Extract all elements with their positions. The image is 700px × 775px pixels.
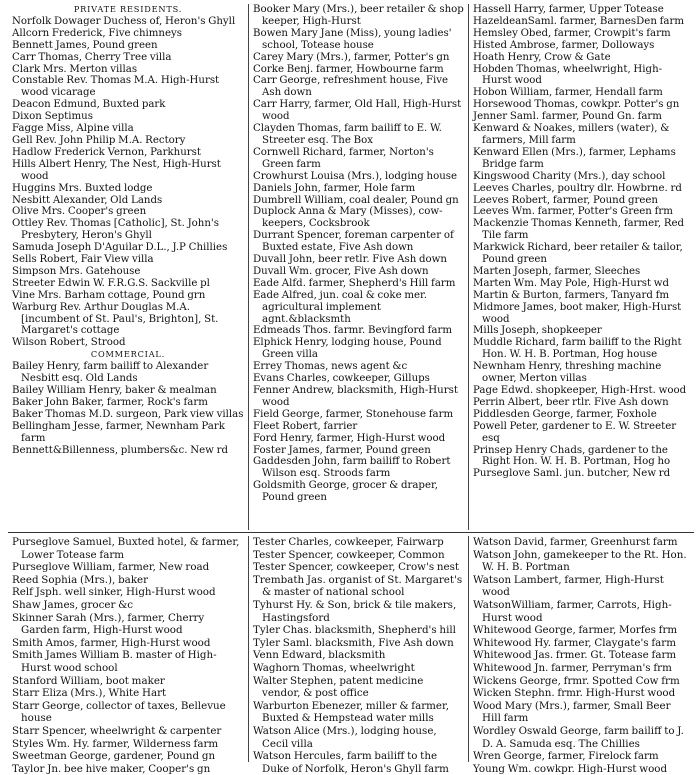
directory-entry: Whitewood Jn. farmer, Perryman's frm bbox=[473, 661, 672, 674]
directory-entry: Taylor Jn. bee hive maker, Cooper's gn bbox=[12, 762, 211, 775]
directory-entry: Eade Alfred, jun. coal & coke mer. agricultural implement agnt.&blacksmth bbox=[253, 289, 428, 325]
directory-entry: Marten Wm. May Pole, High-Hurst wd bbox=[473, 277, 670, 289]
directory-entry: Prinsep Henry Chads, gardener to the Right Hon. W. H. B. Portman, Hog ho bbox=[473, 444, 671, 468]
directory-entry: Mills Joseph, shopkeeper bbox=[473, 325, 602, 337]
directory-entry: Wordley Oswald George, farm bailiff to J. D. A. Samuda esq. The Chillies bbox=[473, 724, 684, 750]
directory-entry: Bennett James, Pound green bbox=[12, 39, 158, 51]
directory-entry: Stanford William, boot maker bbox=[12, 674, 165, 687]
directory-entry: Carey Mary (Mrs.), farmer, Potter's gn bbox=[253, 51, 450, 63]
directory-entry: Cornwell Richard, farmer, Norton's Green farm bbox=[253, 146, 434, 170]
directory-entry: Reed Sophia (Mrs.), baker bbox=[12, 573, 149, 586]
directory-entry: Corke Benj. farmer, Howbourne farm bbox=[253, 63, 444, 75]
directory-entry: Starr Spencer, wheelwright & carpenter bbox=[12, 724, 222, 737]
directory-entry: Ottley Rev. Thomas [Catholic], St. John's Presbytery, Heron's Ghyll bbox=[12, 218, 219, 242]
directory-entry: Leeves Wm. farmer, Potter's Green frm bbox=[473, 206, 673, 218]
directory-entry: Bennett&Billenness, plumbers&c. New rd bbox=[12, 444, 228, 456]
directory-entry: Huggins Mrs. Buxted lodge bbox=[12, 182, 153, 194]
directory-entry: Horsewood Thomas, cowkpr. Potter's gn bbox=[473, 99, 680, 111]
directory-entry: Gaddesden John, farm bailiff to Robert Wilson esq. Stroods farm bbox=[253, 456, 451, 480]
directory-entry: Watson John, gamekeeper to the Rt. Hon. W. H. B. Portman bbox=[473, 548, 687, 574]
directory-entry: Evans Charles, cowkeeper, Gillups bbox=[253, 373, 430, 385]
directory-entry: Wood Mary (Mrs.), farmer, Small Beer Hill farm bbox=[473, 699, 671, 725]
column-3 bbox=[468, 536, 694, 775]
directory-entry: Relf Jsph. well sinker, High-Hurst wood bbox=[12, 586, 216, 599]
directory-entry: Hassell Harry, farmer, Upper Totease bbox=[473, 4, 664, 15]
section-heading: COMMERCIAL. bbox=[90, 349, 166, 360]
directory-entry: Fagge Miss, Alpine villa bbox=[12, 123, 134, 135]
directory-entry: Baker Thomas M.D. surgeon, Park view villas bbox=[12, 408, 244, 420]
directory-entry: Clayden Thomas, farm bailiff to E. W. Streeter esq. The Box bbox=[253, 123, 442, 146]
directory-entry: Baker John Baker, farmer, Rock's farm bbox=[12, 396, 208, 408]
directory-entry: Allcorn Frederick, Five chimneys bbox=[12, 27, 182, 39]
directory-entry: Samuda Joseph D'Aguilar D.L., J.P Chillies bbox=[12, 242, 228, 254]
directory-entry: Wickens George, frmr. Spotted Cow frm bbox=[473, 674, 680, 687]
directory-entry: Shaw James, grocer &c bbox=[12, 598, 134, 611]
directory-entry: Hadlow Frederick Vernon, Parkhurst bbox=[12, 146, 201, 158]
directory-top-block bbox=[8, 4, 694, 530]
directory-entry: Tyler Saml. blacksmith, Five Ash down bbox=[253, 636, 454, 649]
directory-entry: Olive Mrs. Cooper's green bbox=[12, 206, 147, 218]
column-1 bbox=[8, 4, 248, 530]
section-heading: PRIVATE RESIDENTS. bbox=[73, 4, 183, 14]
directory-entry: Perrin Albert, beer rtlr. Five Ash down bbox=[473, 396, 669, 408]
directory-entry: Constable Rev. Thomas M.A. High-Hurst wood vicarage bbox=[12, 75, 220, 99]
directory-entry: Kenward Ellen (Mrs.), farmer, Lephams Bridge farm bbox=[473, 146, 676, 170]
directory-entry: Gell Rev. John Philip M.A. Rectory bbox=[12, 134, 186, 146]
directory-entry: Crowhurst Louisa (Mrs.), lodging house bbox=[253, 170, 458, 182]
directory-entry: Venn Edward, blacksmith bbox=[253, 649, 386, 662]
directory-entry: Wren George, farmer, Firelock farm bbox=[473, 750, 659, 763]
directory-entry: Kingswood Charity (Mrs.), day school bbox=[473, 170, 666, 182]
directory-entry: Fleet Robert, farrier bbox=[253, 420, 358, 432]
directory-entry: Booker Mary (Mrs.), beer retailer & shop keeper, High-Hurst bbox=[253, 4, 464, 27]
directory-entry: Waghorn Thomas, wheelwright bbox=[253, 661, 415, 674]
directory-entry: Bailey William Henry, baker & mealman bbox=[12, 385, 217, 396]
directory-entry: Kenward & Noakes, millers (water), & farmers, Mill farm bbox=[473, 123, 670, 146]
directory-entry: Tester Spencer, cowkeeper, Common bbox=[253, 548, 445, 561]
directory-entry: Powell Peter, gardener to E. W. Streeter esq bbox=[473, 420, 677, 444]
directory-entry: Durrant Spencer, foreman carpenter of Buxted estate, Five Ash down bbox=[253, 230, 454, 254]
directory-entry: Wilson Robert, Strood bbox=[12, 337, 126, 349]
directory-entry: Newnham Henry, threshing machine owner, Merton villas bbox=[473, 361, 662, 385]
directory-entry: Styles Wm. Hy. farmer, Wilderness farm bbox=[12, 737, 219, 750]
column-2 bbox=[248, 4, 468, 530]
directory-entry: Duvall John, beer retlr. Five Ash down bbox=[253, 254, 447, 266]
directory-entry: Ford Henry, farmer, High-Hurst wood bbox=[253, 432, 446, 444]
directory-entry: Watson David, farmer, Greenhurst farm bbox=[473, 536, 678, 548]
directory-entry: Hills Albert Henry, The Nest, High-Hurst wood bbox=[12, 158, 221, 182]
directory-entry: Skinner Sarah (Mrs.), farmer, Cherry Garden farm, High-Hurst wood bbox=[12, 611, 205, 637]
directory-entry: Leeves Charles, poultry dlr. Howbrne. rd bbox=[473, 182, 682, 194]
directory-entry: Martin & Burton, farmers, Tanyard fm bbox=[473, 289, 670, 301]
directory-entry: Streeter Edwin W. F.R.G.S. Sackville pl bbox=[12, 277, 210, 289]
directory-entry: WatsonWilliam, farmer, Carrots, High-Hurst wood bbox=[473, 598, 672, 624]
column-3 bbox=[468, 4, 694, 530]
directory-entry: Bellingham Jesse, farmer, Newnham Park farm bbox=[12, 420, 225, 444]
directory-entry: Dumbrell William, coal dealer, Pound gn bbox=[253, 194, 459, 206]
directory-entry: Carr Harry, farmer, Old Hall, High-Hurst wood bbox=[253, 99, 462, 123]
directory-entry: Piddlesden George, farmer, Foxhole bbox=[473, 408, 657, 420]
directory-entry: Purseglove Saml. jun. butcher, New rd bbox=[473, 468, 671, 480]
directory-entry: Jenner Saml. farmer, Pound Gn. farm bbox=[473, 111, 662, 123]
directory-entry: Whitewood George, farmer, Morfes frm bbox=[473, 624, 678, 637]
directory-entry: Foster James, farmer, Pound green bbox=[253, 444, 431, 456]
directory-entry: Sweetman George, gardener, Pound gn bbox=[12, 750, 216, 763]
directory-entry: Duplock Anna & Mary (Misses), cow-keepers, Cocksbrook bbox=[253, 206, 443, 230]
directory-entry: Hemsley Obed, farmer, Crowpit's farm bbox=[473, 27, 671, 39]
directory-entry: Page Edwd. shopkeeper, High-Hrst. wood bbox=[473, 385, 687, 396]
directory-entry: Wicken Stephn. frmr. High-Hurst wood bbox=[473, 687, 676, 700]
directory-entry: Smith James William B. master of High-Hurst wood school bbox=[12, 649, 217, 674]
directory-entry: Starr Eliza (Mrs.), White Hart bbox=[12, 687, 167, 700]
directory-entry: Carr Thomas, Cherry Tree villa bbox=[12, 51, 172, 63]
directory-entry: Tester Spencer, cowkeeper, Crow's nest bbox=[253, 561, 460, 574]
directory-entry: Daniels John, farmer, Hole farm bbox=[253, 182, 416, 194]
directory-entry: Mackenzie Thomas Kenneth, farmer, Red Tile farm bbox=[473, 218, 685, 242]
directory-entry: Tester Charles, cowkeeper, Fairwarp bbox=[253, 536, 444, 548]
directory-entry: Dixon Septimus bbox=[12, 111, 93, 123]
directory-entry: Hobden Thomas, wheelwright, High-Hurst wood bbox=[473, 63, 663, 87]
directory-entry: Watson Lambert, farmer, High-Hurst wood bbox=[473, 573, 664, 599]
directory-entry: Trembath Jas. organist of St. Margaret's & master of national school bbox=[253, 573, 463, 599]
directory-entry: Nesbitt Alexander, Old Lands bbox=[12, 194, 163, 206]
directory-entry: HazeldeanSaml. farmer, BarnesDen farm bbox=[473, 15, 684, 27]
directory-entry: Deacon Edmund, Buxted park bbox=[12, 99, 166, 111]
column-2 bbox=[248, 536, 468, 775]
directory-entry: Muddle Richard, farm bailiff to the Right Hon. W. H. B. Portman, Hog house bbox=[473, 337, 682, 361]
directory-entry: Eade Alfd. farmer, Shepherd's Hill farm bbox=[253, 277, 456, 289]
directory-entry: Errey Thomas, news agent &c bbox=[253, 361, 408, 373]
directory-entry: Marten Joseph, farmer, Sleeches bbox=[473, 265, 641, 277]
column-1 bbox=[8, 536, 248, 775]
directory-entry: Histed Ambrose, farmer, Dolloways bbox=[473, 39, 655, 51]
directory-entry: Field George, farmer, Stonehouse farm bbox=[253, 408, 454, 420]
directory-entry: Whitewood Jas. frmer. Gt. Totease farm bbox=[473, 649, 677, 662]
directory-entry: Smith Amos, farmer, High-Hurst wood bbox=[12, 636, 211, 649]
directory-entry: Tyler Chas. blacksmith, Shepherd's hill bbox=[253, 624, 456, 637]
directory-entry: Vine Mrs. Barham cottage, Pound grn bbox=[12, 289, 206, 301]
directory-entry: Bowen Mary Jane (Miss), young ladies' school, Totease house bbox=[253, 27, 452, 51]
directory-entry: Markwick Richard, beer retailer & tailor, Pound green bbox=[473, 242, 683, 266]
directory-entry: Sells Robert, Fair View villa bbox=[12, 254, 154, 266]
directory-entry: Young Wm. cowkpr. High-Hurst wood bbox=[473, 762, 668, 775]
directory-entry: Warburton Ebenezer, miller & farmer, Buxted & Hempstead water mills bbox=[253, 699, 450, 725]
directory-entry: Duvall Wm. grocer, Five Ash down bbox=[253, 265, 429, 277]
directory-entry: Bailey Henry, farm bailiff to Alexander Nesbitt esq. Old Lands bbox=[12, 361, 209, 385]
directory-entry: Leeves Robert, farmer, Pound green bbox=[473, 194, 658, 206]
directory-entry: Simpson Mrs. Gatehouse bbox=[12, 265, 141, 277]
directory-entry: Purseglove William, farmer, New road bbox=[12, 561, 210, 574]
directory-entry: Clark Mrs. Merton villas bbox=[12, 63, 138, 75]
section-divider bbox=[8, 532, 694, 533]
directory-entry: Elphick Henry, lodging house, Pound Green villa bbox=[253, 337, 442, 361]
directory-entry: Watson Alice (Mrs.), lodging house, Cecil villa bbox=[253, 724, 437, 750]
directory-entry: Warburg Rev. Arthur Douglas M.A. [incumbent of St. Paul's, Brighton], St. Margaret's cottage bbox=[12, 301, 219, 337]
directory-entry: Norfolk Dowager Duchess of, Heron's Ghyll bbox=[12, 15, 236, 27]
directory-entry: Purseglove Samuel, Buxted hotel, & farmer, Lower Totease farm bbox=[12, 536, 240, 561]
directory-entry: Walter Stephen, patent medicine vendor, & post office bbox=[253, 674, 424, 700]
directory-entry: Hoath Henry, Crow & Gate bbox=[473, 51, 611, 63]
directory-entry: Fenner Andrew, blacksmith, High-Hurst wood bbox=[253, 385, 458, 408]
directory-entry: Hobon William, farmer, Hendall farm bbox=[473, 87, 663, 99]
directory-entry: Whitewood Hy. farmer, Claygate's farm bbox=[473, 636, 676, 649]
directory-entry: Watson Hercules, farm bailiff to the Duke of Norfolk, Heron's Ghyll farm bbox=[253, 750, 449, 775]
directory-entry: Goldsmith George, grocer & draper, Pound green bbox=[253, 480, 438, 504]
directory-entry: Edmeads Thos. farmr. Bevingford farm bbox=[253, 325, 453, 337]
directory-entry: Tyhurst Hy. & Son, brick & tile makers, Hastingsford bbox=[253, 598, 457, 624]
directory-bottom-block bbox=[8, 536, 694, 775]
directory-entry: Starr George, collector of taxes, Bellevue house bbox=[12, 699, 226, 725]
directory-entry: Midmore James, boot maker, High-Hurst wood bbox=[473, 301, 682, 325]
directory-entry: Carr George, refreshment house, Five Ash down bbox=[253, 75, 449, 99]
